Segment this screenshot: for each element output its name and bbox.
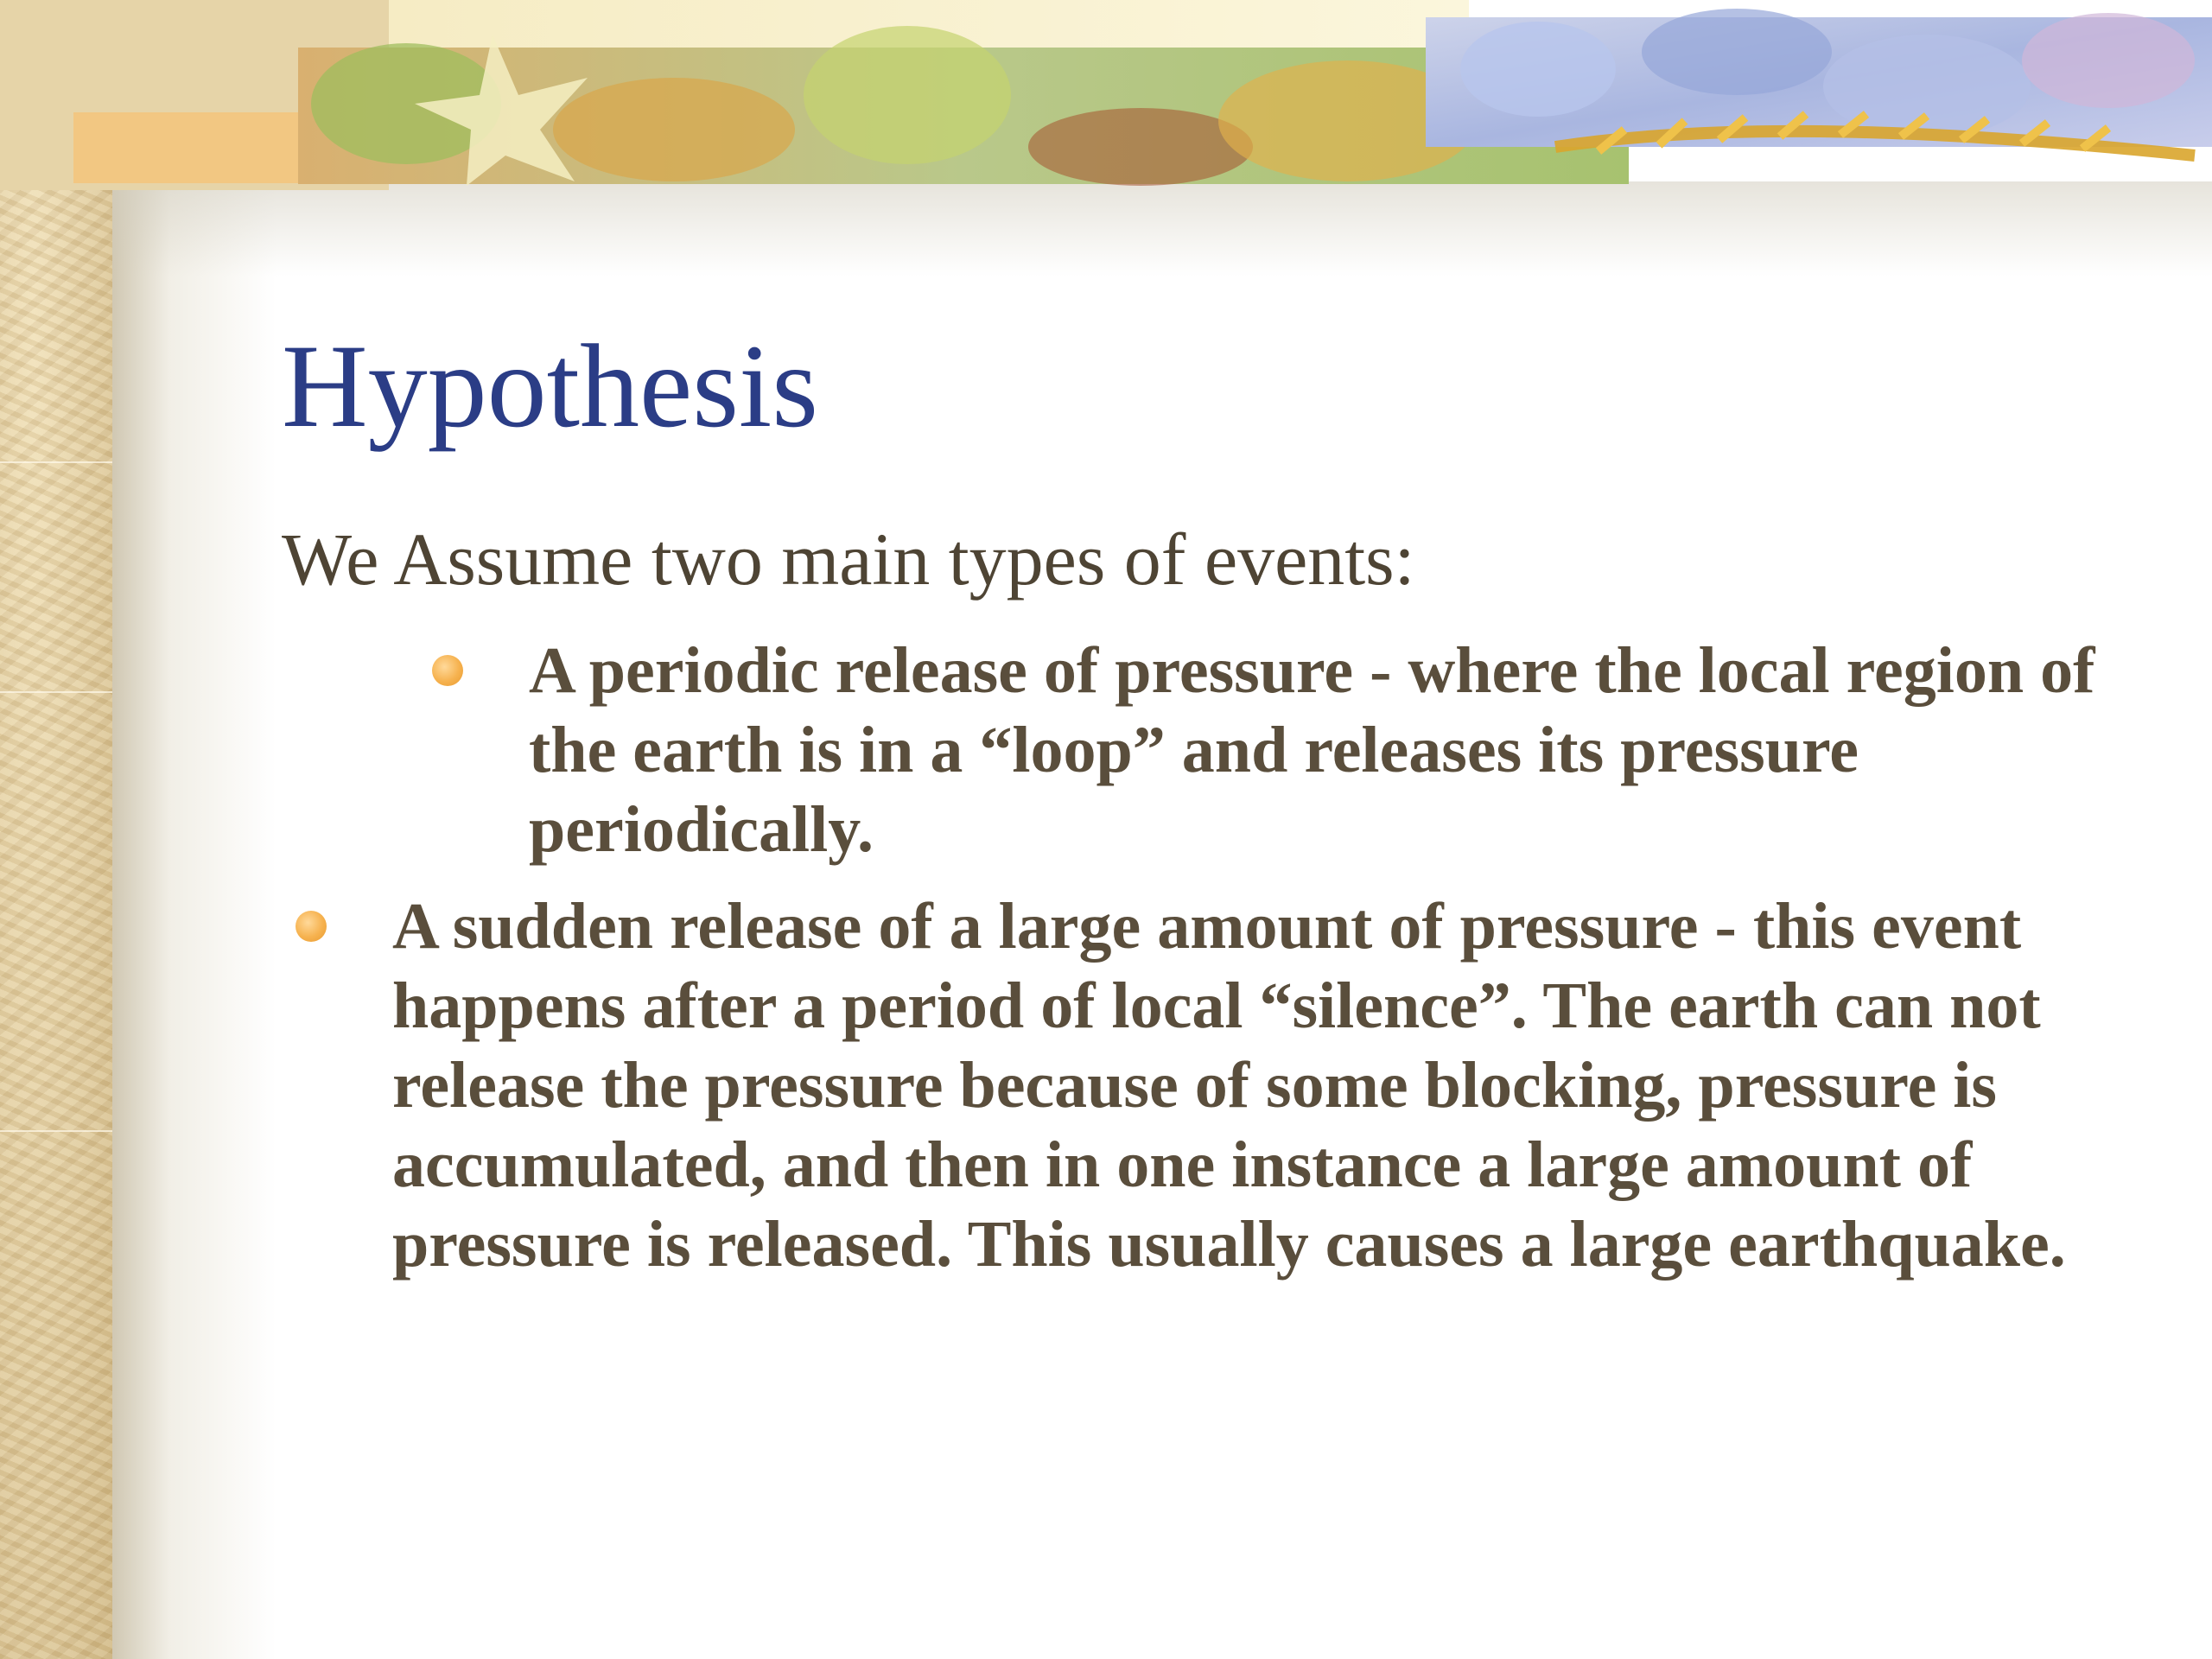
banner-shadow	[112, 181, 2212, 276]
decorative-banner	[0, 0, 2212, 190]
parchment-strip	[0, 0, 112, 1659]
bullet-dot-icon	[432, 655, 463, 686]
strip-seam	[0, 1130, 112, 1132]
bullet-text: A sudden release of a large amount of pressure - this event happens after a period of local “silence”. The earth can not release the pressure because of some blocking, pressure is accumulated, and then in one instance a large amount of pressure is released. This usually causes a large earthquake.	[392, 890, 2066, 1281]
slide-title: Hypothesis	[282, 320, 818, 452]
bullet-dot-icon	[296, 911, 327, 942]
strip-seam	[0, 461, 112, 463]
bullet-list	[392, 887, 2086, 1284]
list-item	[529, 631, 2119, 869]
sub-bullet-list	[529, 631, 2119, 869]
intro-text: We Assume two main types of events:	[282, 518, 1415, 601]
list-item	[392, 887, 2086, 1284]
strip-shadow	[112, 190, 276, 1659]
bullet-text: A periodic release of pressure - where the local region of the earth is in a “loop” and releases its pressure periodically.	[529, 634, 2095, 866]
strip-seam	[0, 691, 112, 693]
